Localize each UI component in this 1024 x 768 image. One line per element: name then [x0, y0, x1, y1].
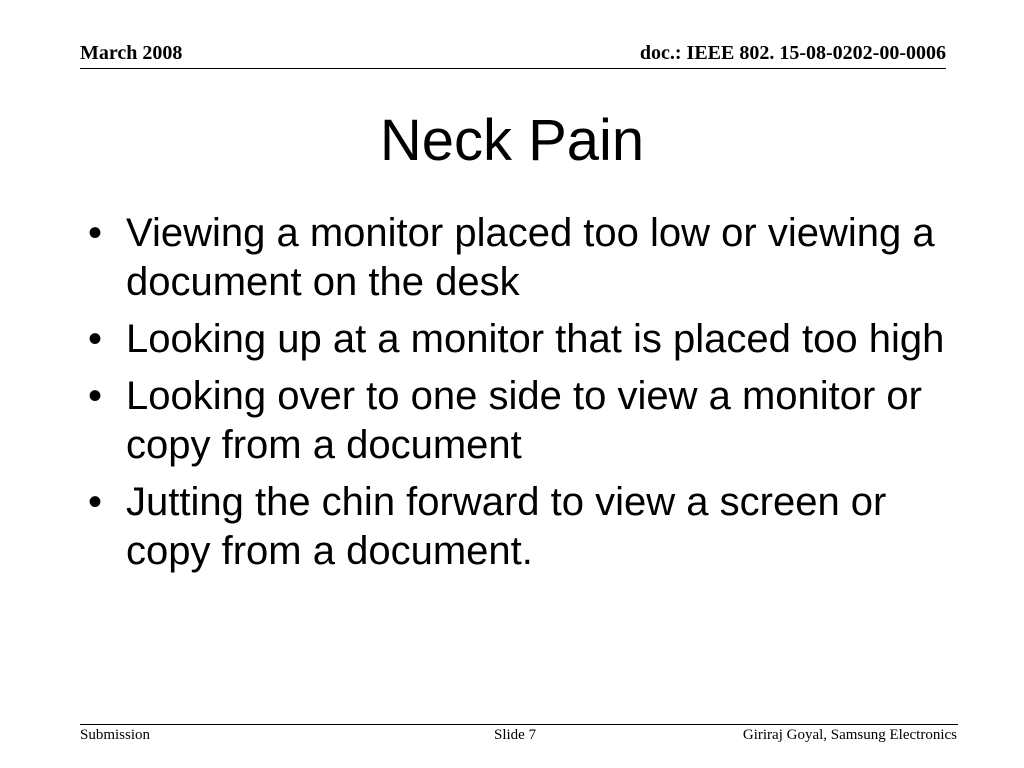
bullet-icon: • [88, 374, 103, 418]
footer-slide-number: Slide 7 [494, 727, 537, 743]
slide-title: Neck Pain [379, 108, 645, 173]
header-doc-id: doc.: IEEE 802. 15-08-0202-00-0006 [639, 42, 946, 64]
bullet-item [88, 315, 958, 364]
bullet-icon: • [88, 480, 103, 524]
bullet-icon: • [88, 211, 103, 255]
bullet-text: Jutting the chin forward to view a screen or copy from a document. [126, 480, 887, 573]
bullet-item [88, 209, 958, 307]
footer-author: Giriraj Goyal, Samsung Electronics [742, 727, 957, 743]
bullet-text: Looking up at a monitor that is placed too high [126, 317, 945, 361]
footer-submission: Submission [80, 727, 151, 743]
bullet-list [88, 209, 958, 584]
footer-divider [80, 724, 958, 725]
bullet-text: Viewing a monitor placed too low or viewing a document on the desk [126, 211, 935, 304]
bullet-icon: • [88, 317, 103, 361]
bullet-text: Looking over to one side to view a monitor or copy from a document [126, 374, 922, 467]
bullet-item [88, 478, 958, 576]
slide-header [80, 38, 946, 69]
bullet-item [88, 372, 958, 470]
header-date: March 2008 [80, 42, 183, 64]
